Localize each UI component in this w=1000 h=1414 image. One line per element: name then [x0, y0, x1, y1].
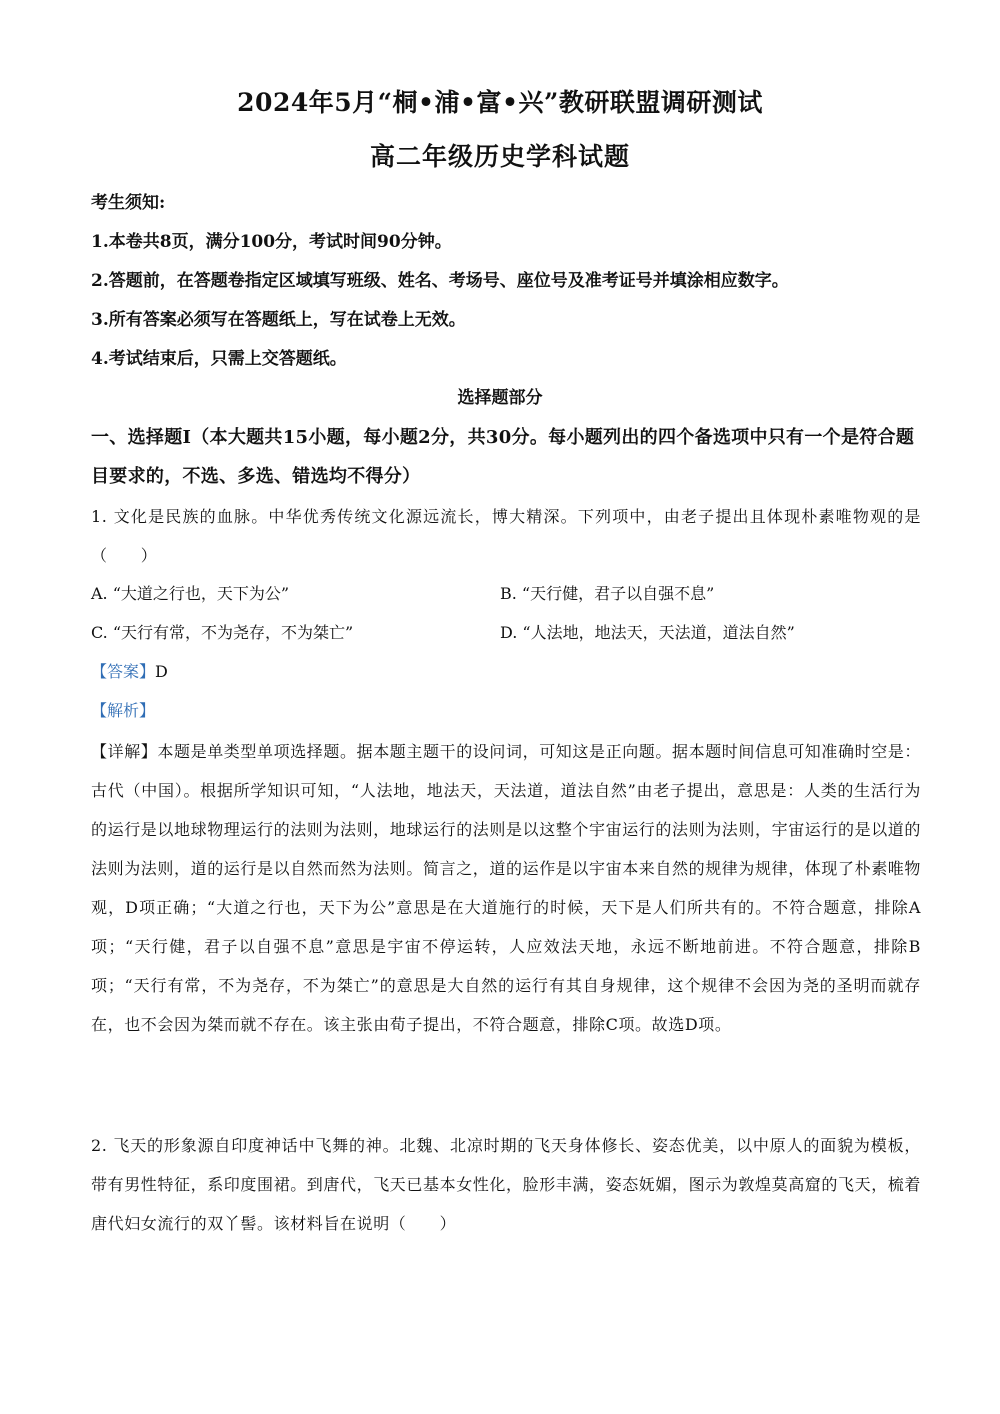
question-1-option-d: D. “人法地，地法天，天法道，道法自然”: [500, 623, 795, 642]
notice-item-1: 1.本卷共8页，满分100分，考试时间90分钟。: [91, 232, 452, 252]
notice-item-3: 3.所有答案必须写在答题纸上，写在试卷上无效。: [91, 310, 466, 330]
exam-title: 2024年5月“桐•浦•富•兴”教研联盟调研测试: [237, 88, 763, 117]
question-1-option-a: A. “大道之行也，天下为公”: [91, 584, 290, 603]
exam-subtitle: 高二年级历史学科试题: [369, 142, 630, 171]
analysis-tag: 【解析】: [91, 701, 156, 720]
section-heading: 选择题部分: [457, 388, 543, 408]
answer-tag: 【答案】: [91, 662, 156, 681]
question-1-option-c: C. “天行有常，不为尧存，不为桀亡”: [91, 623, 354, 642]
section-instructions: 一、选择题Ⅰ（本大题共15小题，每小题2分，共30分。每小题列出的四个备选项中只有一个是符合题目要求的，不选、多选、错选均不得分）: [91, 427, 915, 487]
question-1-option-b: B. “天行健，君子以自强不息”: [500, 584, 715, 603]
question-1-detail: 【详解】本题是单类型单项选择题。据本题主题干的设问词，可知这是正向题。据本题时间信息可知准确时空是：古代（中国）。根据所学知识可知，“人法地，地法天，天法道，道法自然”由老子提出，意思是：人类的生活行为的运行是以地球物理运行的法则为法则，地球运行的法则是以这整个宇宙运行的法则为法则，宇宙运行的是以道的法则为法则，道的运行是以自然而然为法则。简言之，道的运作是以宇宙本来自然的规律为规律，体现了朴素唯物观，D项正确；“大道之行也，天下为公”意思是在大道施行的时候，天下是人们所共有的。不符合题意，排除A项；“天行健，君子以自强不息”意思是宇宙不停运转，人应效法天地，永远不断地前进。不符合题意，排除B项；“天行有常，不为尧存，不为桀亡”的意思是大自然的运行有其自身规律，这个规律不会因为尧的圣明而就存在，也不会因为桀而就不存在。该主张由荀子提出，不符合题意，排除C项。故选D项。: [91, 742, 922, 1034]
question-1-answer: [91, 659, 168, 685]
question-1-stem: 1. 文化是民族的血脉。中华优秀传统文化源远流长，博大精深。下列项中，由老子提出且体现朴素唯物观的是（ ）: [91, 507, 921, 565]
question-2-stem: 2. 飞天的形象源自印度神话中飞舞的神。北魏、北凉时期的飞天身体修长、姿态优美，以中原人的面貌为模板，带有男性特征，系印度围裙。到唐代，飞天已基本女性化，脸形丰满，姿态妩媚，图示为敦煌莫高窟的飞天，梳着唐代妇女流行的双丫髻。该材料旨在说明（ ）: [91, 1136, 922, 1233]
notice-item-2: 2.答题前，在答题卷指定区域填写班级、姓名、考场号、座位号及准考证号并填涂相应数字。: [91, 271, 789, 291]
notice-heading: 考生须知:: [91, 193, 166, 213]
answer-value: D: [155, 662, 168, 681]
question-1-analysis: [91, 698, 155, 724]
notice-item-4: 4.考试结束后，只需上交答题纸。: [91, 349, 347, 369]
